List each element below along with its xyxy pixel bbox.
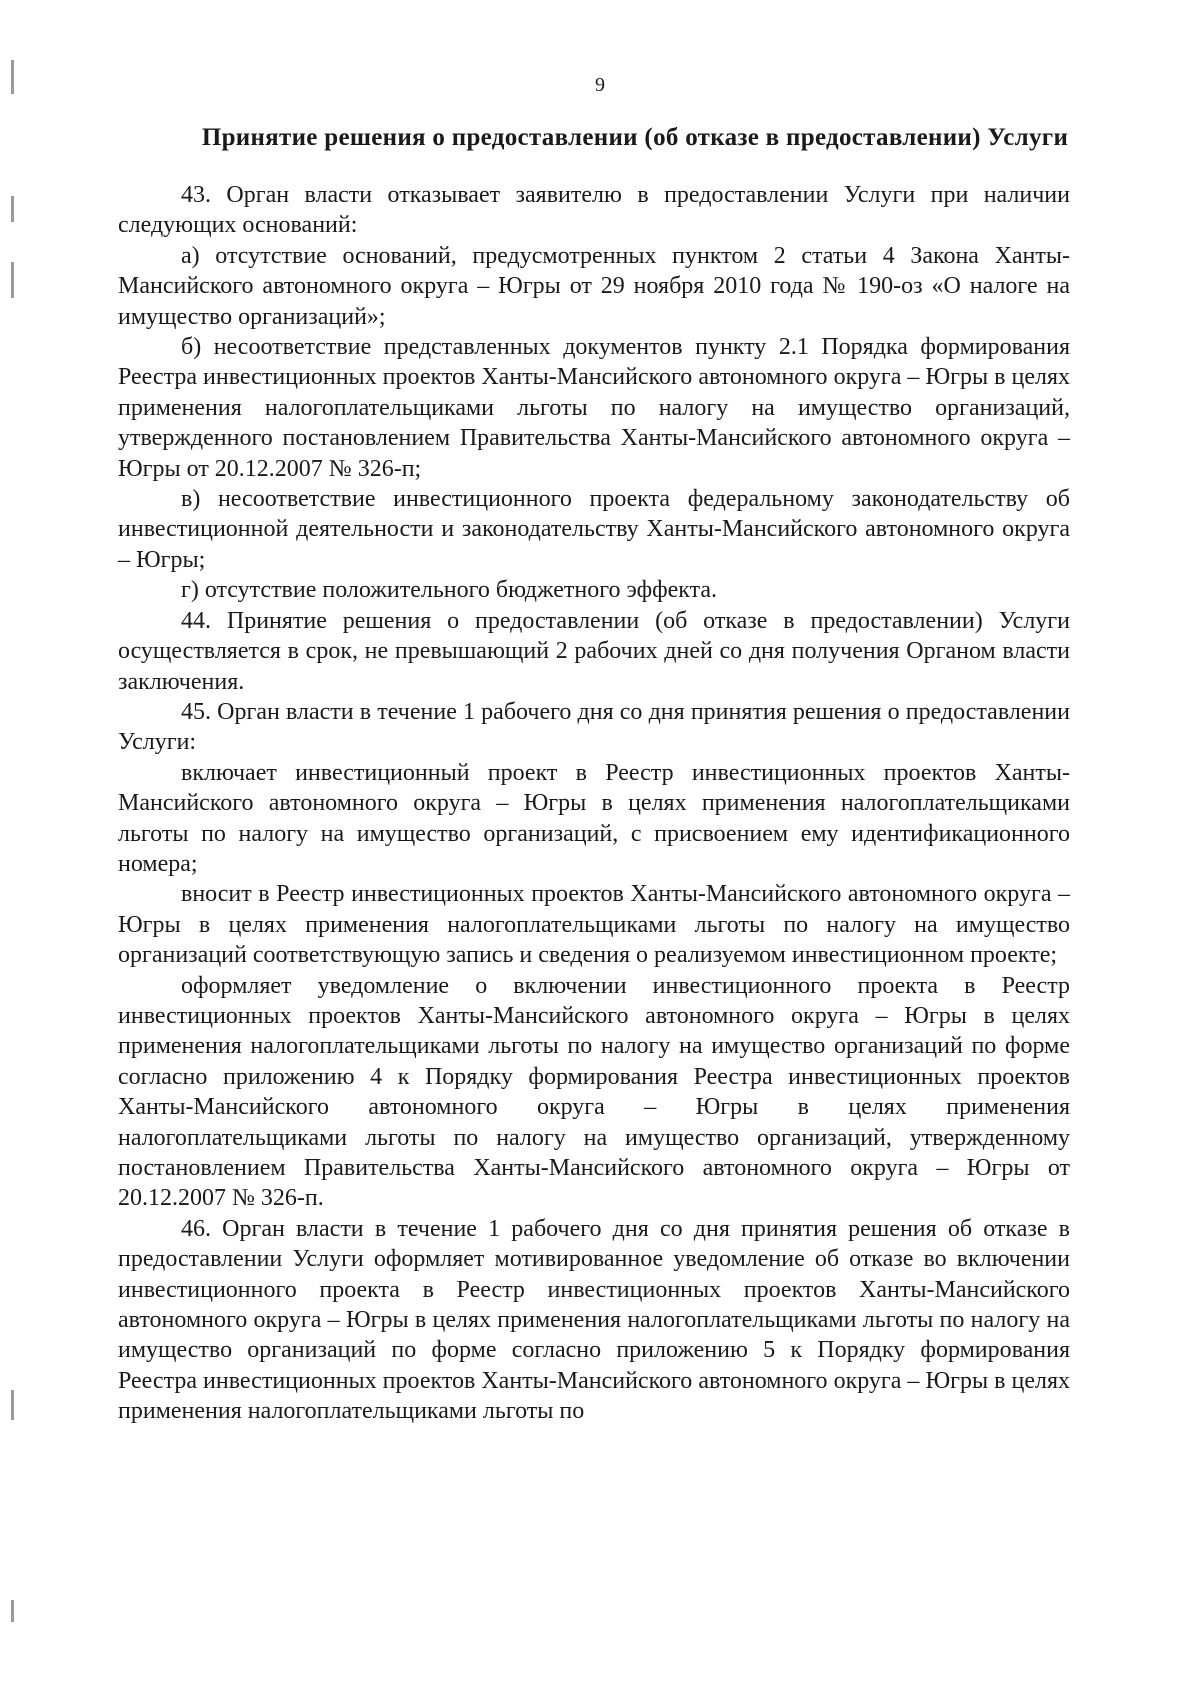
paragraph-43-item-v: в) несоответствие инвестиционного проекта федеральному законодательству об инвестиционной деятельности и законодательству Ханты-Мансийского автономного округа – Югры; [118,486,1070,573]
paragraph-43-item-b: б) несоответствие представленных документов пункту 2.1 Порядка формирования Реестра инвестиционных проектов Ханты-Мансийского автономного округа – Югры в целях применения налогоплательщиками льготы по налогу на имущество организаций, утвержденного постановлением Правительства Ханты-Мансийского автономного округа – Югры от 20.12.2007 № 326-п; [118,334,1070,482]
scan-edge-mark [11,196,14,222]
scan-edge-mark [11,1390,14,1420]
paragraph-44: 44. Принятие решения о предоставлении (об отказе в предоставлении) Услуги осуществляется в срок, не превышающий 2 рабочих дней со дня получения Органом власти заключения. [118,607,1070,695]
paragraph-43: 43. Орган власти отказывает заявителю в предоставлении Услуги при наличии следующих оснований: [118,182,1070,239]
paragraph-45-notify: оформляет уведомление о включении инвестиционного проекта в Реестр инвестиционных проектов Ханты-Мансийского автономного округа – Югры в целях применения налогоплательщиками льготы по налогу на имущество организаций по форме согласно приложению 4 к Порядку формирования Реестра инвестиционных проектов Ханты-Мансийского автономного округа – Югры в целях применения налогоплательщиками льготы по налогу на имущество организаций, утвержденному постановлением Правительства Ханты-Мансийского автономного округа – Югры от 20.12.2007 № 326-п. [118,972,1070,1212]
paragraph-45: 45. Орган власти в течение 1 рабочего дня со дня принятия решения о предоставлении Услуги: [118,698,1070,756]
paragraph-43-item-g: г) отсутствие положительного бюджетного эффекта. [181,577,718,604]
paragraph-46: 46. Орган власти в течение 1 рабочего дня со дня принятия решения об отказе в предоставлении Услуги оформляет мотивированное уведомление об отказе во включении инвестиционного проекта в Реестр инвестиционных проектов Ханты-Мансийского автономного округа – Югры в целях применения налогоплательщиками льготы по налогу на имущество организаций по форме согласно приложению 5 к Порядку формирования Реестра инвестиционных проектов Ханты-Мансийского автономного округа – Югры в целях применения налогоплательщиками льготы по [118,1215,1070,1425]
scan-edge-mark [11,1600,14,1622]
scan-edge-mark [11,262,14,298]
paragraph-43-item-a: а) отсутствие оснований, предусмотренных пунктом 2 статьи 4 Закона Ханты-Мансийского автономного округа – Югры от 29 ноября 2010 года № 190-оз «О налоге на имущество организаций»; [118,242,1070,330]
page-number: 9 [595,74,605,96]
section-title: Принятие решения о предоставлении (об отказе в предоставлении) Услуги [201,124,1069,151]
paragraph-45-include: включает инвестиционный проект в Реестр инвестиционных проектов Ханты-Мансийского автономного округа – Югры в целях применения налогоплательщиками льготы по налогу на имущество организаций, с присвоением ему идентификационного номера; [118,759,1070,877]
document-body [118,180,1070,1427]
paragraph-45-enter: вносит в Реестр инвестиционных проектов Ханты-Мансийского автономного округа – Югры в целях применения налогоплательщиками льготы по налогу на имущество организаций соответствующую запись и сведения о реализуемом инвестиционном проекте; [118,881,1070,969]
